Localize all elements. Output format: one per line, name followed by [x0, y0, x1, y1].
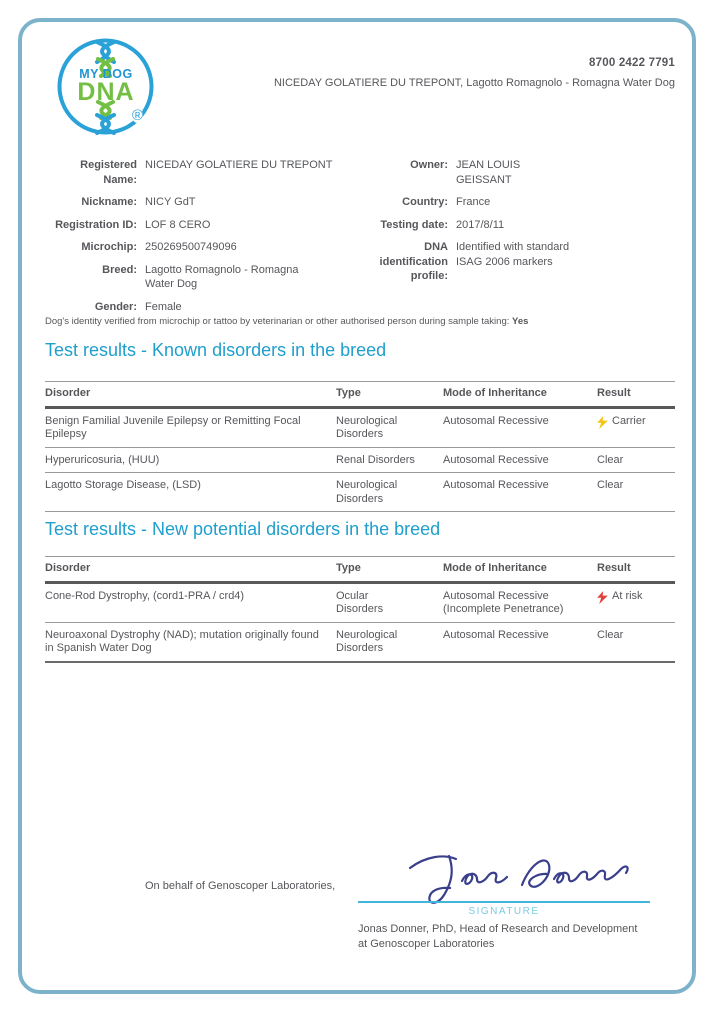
info-label: Country:	[402, 196, 448, 208]
info-value: JEAN LOUIS GEISSANT	[456, 159, 521, 186]
mode-of-inheritance-cell: Autosomal Recessive	[443, 453, 549, 466]
mode-of-inheritance-cell: Autosomal Recessive (Incomplete Penetrance)	[443, 589, 564, 615]
dog-identity-line: NICEDAY GOLATIERE DU TREPONT, Lagotto Romagnolo - Romagna Water Dog	[273, 77, 675, 89]
report-number: 8700 2422 7791	[589, 57, 675, 69]
lightning-icon	[597, 416, 608, 429]
masthead	[274, 57, 675, 89]
disorder-cell: Benign Familial Juvenile Epilepsy or Remitting Focal Epilepsy	[45, 414, 301, 440]
info-label: Microchip:	[81, 241, 137, 253]
new-potential-disorders-table	[45, 556, 675, 663]
info-row	[357, 158, 677, 187]
column-header-disorder: Disorder	[45, 562, 91, 574]
table-header-row	[45, 556, 675, 584]
identity-note-value: Yes	[512, 316, 529, 327]
info-row	[357, 195, 677, 210]
result-label: Clear	[597, 479, 624, 491]
info-value: France	[456, 196, 491, 208]
signer-name-title: Jonas Donner, PhD, Head of Research and Development	[358, 923, 638, 935]
result-label: Carrier	[612, 414, 646, 427]
column-header-mode: Mode of Inheritance	[443, 562, 547, 574]
info-label: Nickname:	[81, 196, 137, 208]
on-behalf-text: On behalf of Genoscoper Laboratories,	[145, 880, 336, 892]
logo-text-my-dog: MY DOG	[79, 67, 133, 81]
logo-text-dna: DNA	[77, 78, 135, 106]
info-row	[45, 195, 357, 210]
section-title-known-disorders: Test results - Known disorders in the breed	[45, 340, 387, 360]
info-row	[45, 240, 357, 255]
info-row	[357, 218, 677, 233]
info-value: LOF 8 CERO	[145, 218, 211, 231]
info-value: Lagotto Romagnolo - Romagna Water Dog	[145, 263, 299, 290]
column-header-mode: Mode of Inheritance	[443, 387, 547, 399]
signer-organization: at Genoscoper Laboratories	[358, 937, 495, 950]
table-row	[45, 584, 675, 623]
table-body	[45, 409, 675, 513]
result-label: Clear	[597, 628, 624, 641]
info-row	[45, 158, 357, 187]
result-cell	[597, 584, 675, 622]
info-label: DNA identification profile:	[379, 241, 448, 282]
table-row	[45, 409, 675, 448]
column-header-type: Type	[336, 387, 361, 399]
type-cell: Ocular Disorders	[336, 589, 384, 615]
info-label: Registration ID:	[55, 218, 137, 231]
info-row	[45, 218, 357, 233]
info-row	[45, 300, 357, 315]
info-value: Female	[145, 300, 182, 313]
table-header-row	[45, 381, 675, 409]
signer-details	[358, 922, 637, 951]
type-cell: Neurological Disorders	[336, 414, 398, 440]
info-value: NICY GdT	[145, 196, 196, 208]
info-row	[45, 263, 357, 292]
column-header-type: Type	[336, 562, 361, 574]
table-row	[45, 473, 675, 512]
result-cell	[597, 623, 675, 661]
result-label: Clear	[597, 453, 624, 466]
disorder-cell: Cone-Rod Dystrophy, (cord1-PRA / crd4)	[45, 589, 245, 602]
mydogdna-logo	[56, 38, 176, 148]
info-column-right	[357, 158, 677, 322]
section-title-new-potential-disorders: Test results - New potential disorders in the breed	[45, 519, 441, 539]
result-cell	[597, 473, 675, 511]
info-row	[357, 240, 677, 284]
type-cell: Renal Disorders	[336, 453, 415, 466]
disorder-cell: Neuroaxonal Dystrophy (NAD); mutation originally found in Spanish Water Dog	[45, 628, 319, 654]
result-label: At risk	[612, 589, 643, 602]
identity-note-text: Dog's identity verified from microchip or tattoo by veterinarian or other authorised person during sample taking:	[45, 316, 510, 327]
column-header-disorder: Disorder	[45, 387, 91, 399]
info-label: Testing date:	[380, 218, 448, 231]
info-label: Breed:	[102, 263, 137, 276]
registration-info	[45, 158, 677, 322]
dna-helix-bottom-icon	[97, 102, 114, 133]
result-cell	[597, 448, 675, 473]
info-label: Gender:	[94, 300, 137, 313]
info-label: Registered Name:	[80, 159, 137, 186]
info-value: 2017/8/11	[456, 218, 505, 231]
info-column-left	[45, 158, 357, 322]
table-row	[45, 448, 675, 474]
column-header-result: Result	[597, 387, 631, 399]
type-cell: Neurological Disorders	[336, 628, 398, 654]
identity-verified-note	[45, 316, 528, 327]
info-label: Owner:	[410, 159, 448, 171]
mode-of-inheritance-cell: Autosomal Recessive	[443, 628, 549, 641]
signature-ink-icon	[398, 846, 638, 908]
mode-of-inheritance-cell: Autosomal Recessive	[443, 414, 549, 427]
info-value: 250269500749096	[145, 241, 237, 253]
disorder-cell: Lagotto Storage Disease, (LSD)	[45, 479, 201, 491]
mode-of-inheritance-cell: Autosomal Recessive	[443, 479, 549, 491]
signature-line	[358, 901, 650, 903]
lightning-icon	[597, 591, 608, 604]
info-value: Identified with standard ISAG 2006 markers	[456, 241, 570, 268]
table-body	[45, 584, 675, 663]
signature-label: SIGNATURE	[468, 906, 540, 917]
result-cell	[597, 409, 675, 447]
column-header-result: Result	[597, 562, 631, 574]
type-cell: Neurological Disorders	[336, 479, 398, 505]
registered-trademark-icon: ®	[132, 107, 144, 124]
disorder-cell: Hyperuricosuria, (HUU)	[45, 453, 160, 466]
table-row	[45, 623, 675, 663]
known-disorders-table	[45, 381, 675, 512]
info-value: NICEDAY GOLATIERE DU TREPONT	[145, 159, 333, 171]
